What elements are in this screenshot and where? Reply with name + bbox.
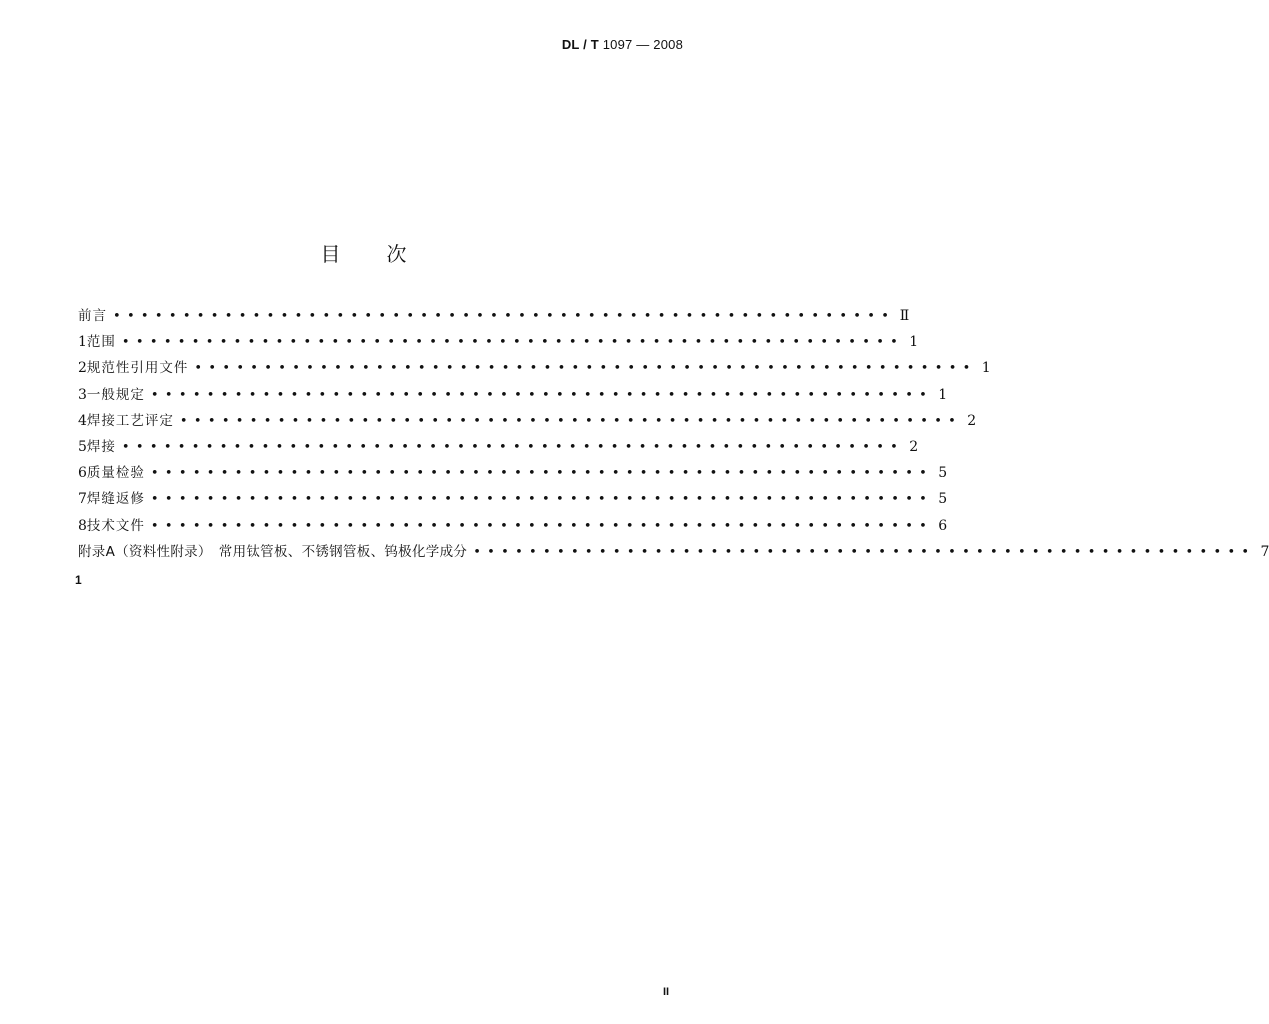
toc-entry-page: 2 (967, 412, 977, 429)
toc-entry-page: 1 (909, 334, 919, 351)
document-header (562, 37, 683, 52)
toc-entry-label: 范围 (86, 334, 116, 351)
page-title: 目次 (320, 242, 453, 266)
toc-entry-number: 7 (78, 491, 87, 508)
toc-entry-label: 一般规定 (86, 386, 145, 403)
toc-entry-number: 4 (78, 412, 87, 429)
toc-entry-number: 3 (78, 386, 87, 403)
table-of-contents (78, 303, 1269, 565)
toc-entry-repair[interactable] (78, 486, 948, 512)
toc-entry-label: 焊接 (86, 438, 116, 455)
toc-leader-dots: •••••••••••••••••••••••••••••••••••••••••••••••••••••••• (121, 439, 905, 455)
toc-leader-dots: •••••••••••••••••••••••••••••••••••••••••••••••••••••••• (150, 492, 934, 508)
toc-entry-label: 前言 (78, 308, 107, 324)
toc-entry-number: 6 (78, 465, 87, 482)
toc-entry-page: 6 (938, 517, 948, 534)
toc-entry-label: 附录A（资料性附录） 常用钛管板、不锈钢管板、钨极化学成分 (78, 543, 468, 560)
standard-code: DL / T (561, 37, 599, 52)
standard-number: 1097 — 2008 (602, 37, 683, 52)
toc-entry-page: 5 (938, 491, 948, 508)
toc-entry-label: 技术文件 (86, 517, 145, 534)
toc-entry-references[interactable] (78, 355, 991, 381)
toc-entry-documents[interactable] (78, 513, 948, 539)
stray-mark: 1 (75, 573, 82, 587)
toc-entry-preface[interactable] (78, 303, 910, 329)
toc-entry-procedure-qualification[interactable] (78, 408, 977, 434)
toc-entry-label: 焊缝返修 (86, 491, 145, 508)
toc-leader-dots: •••••••••••••••••••••••••••••••••••••••••••••••••••••••• (150, 387, 934, 403)
toc-entry-scope[interactable] (78, 329, 919, 355)
toc-entry-inspection[interactable] (78, 460, 948, 486)
toc-entry-number: 2 (78, 360, 87, 377)
toc-entry-label: 焊接工艺评定 (86, 412, 174, 429)
toc-leader-dots: •••••••••••••••••••••••••••••••••••••••••••••••••••••••• (150, 466, 934, 482)
toc-entry-number: 8 (78, 517, 87, 534)
toc-entry-page: 7 (1260, 543, 1269, 560)
toc-leader-dots: •••••••••••••••••••••••••••••••••••••••••••••••••••••••• (150, 518, 934, 534)
toc-entry-page: 2 (909, 438, 919, 455)
toc-entry-label: 质量检验 (86, 465, 145, 482)
toc-entry-number: 1 (78, 334, 87, 351)
toc-entry-page: 5 (938, 465, 948, 482)
toc-entry-label: 规范性引用文件 (86, 360, 189, 377)
toc-entry-page: 1 (981, 360, 991, 377)
toc-entry-page: 1 (938, 386, 948, 403)
toc-entry-appendix-a[interactable] (78, 539, 1269, 565)
toc-leader-dots: •••••••••••••••••••••••••••••••••••••••••••••••••••••••• (113, 309, 896, 324)
toc-entry-number: 5 (78, 438, 87, 455)
page-number: II (663, 986, 670, 998)
toc-leader-dots: •••••••••••••••••••••••••••••••••••••••••••••••••••••••• (473, 544, 1256, 560)
toc-entry-welding[interactable] (78, 434, 919, 460)
toc-leader-dots: •••••••••••••••••••••••••••••••••••••••••••••••••••••••• (179, 413, 963, 429)
toc-entry-page: Ⅱ (899, 308, 910, 324)
toc-leader-dots: •••••••••••••••••••••••••••••••••••••••••••••••••••••••• (194, 361, 977, 377)
toc-entry-general[interactable] (78, 382, 948, 408)
toc-leader-dots: •••••••••••••••••••••••••••••••••••••••••••••••••••••••• (121, 335, 905, 351)
